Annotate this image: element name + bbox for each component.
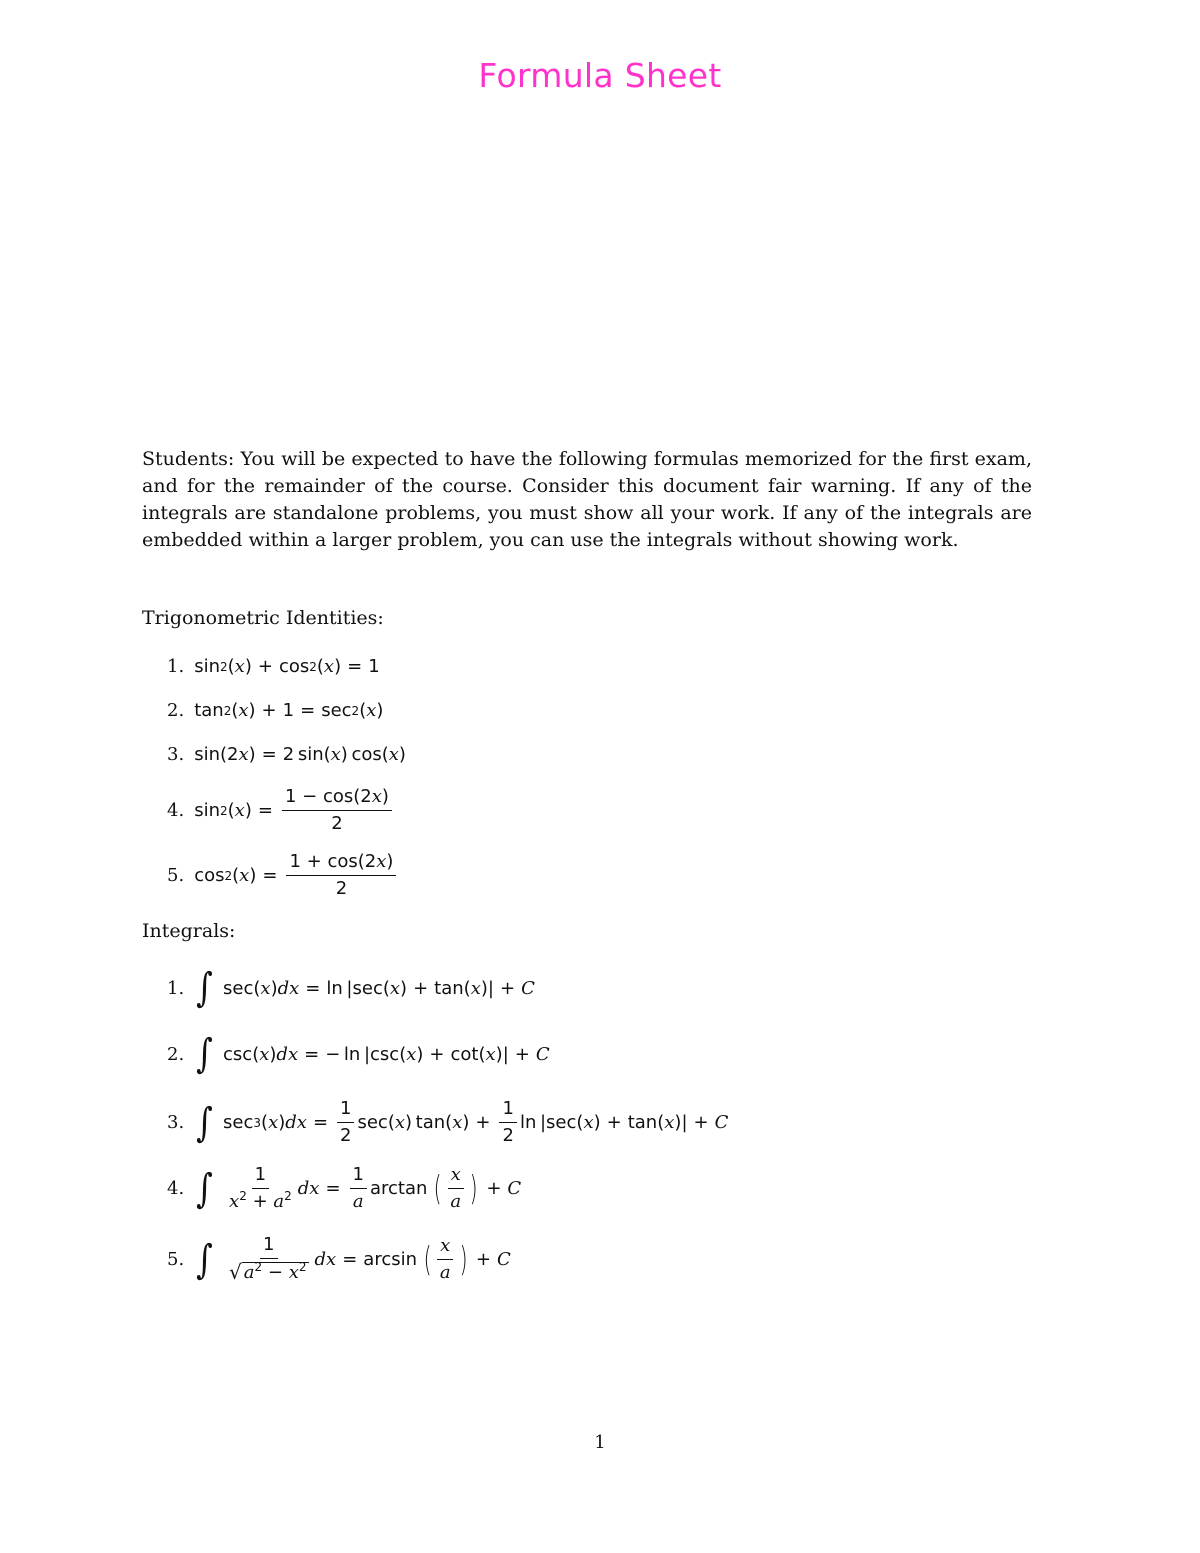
trig-identity-1: 1. sin 2 ( x ) + cos 2 ( x ) = 1 [167,656,380,677]
item-number: 2. [167,700,185,721]
fn-cos: cos [278,656,310,677]
page-title: Formula Sheet [478,56,722,95]
paren: ) [376,700,384,721]
var-x: x [388,744,399,765]
paren: ) [340,744,348,765]
integral-sign: ∫ [196,1236,213,1283]
paren: ( [316,656,324,677]
paren: ) [334,656,342,677]
intro-paragraph: Students: You will be expected to have the following formulas memorized for the first exam, and for the remainder of the course. Consider this document fair warning. If any of the integrals are standalone problems, you must show all your work. If any of the integrals are embedded within a larger problem, you can use the integrals without showing work. [142,448,1032,551]
fn-sin: sin [194,800,220,821]
fraction: $\frac{x}{a}$ [447,1164,464,1213]
op-plus: + [261,700,277,721]
item-number: 5. [167,1249,185,1270]
op-plus: + [257,656,273,677]
integral-sign: ∫ [196,1031,213,1077]
integral-2: 2. ∫ csc ( x ) dx = − ln | csc ( x ) + cot ( x ) | + C [167,1031,550,1077]
op-equals: = [257,800,273,821]
page-number: 1 [594,1432,606,1453]
var-x: x [238,700,249,721]
constant: 1 [282,700,295,721]
paren: ( [323,744,331,765]
paren: ) [248,744,256,765]
fraction: 1 √ $a^2 - x^2$ [229,1234,307,1284]
trig-identity-4: 4. sin 2 ( x ) = $\frac{1 - \cos(2x)}{2}$ [167,786,395,835]
item-number: 2. [167,1043,185,1065]
integral-3: 3. ∫ sec 3 ( x ) dx = $\frac{1}{2}$ sec ( x ) tan ( x ) + $\frac{1}{2}$ ln | sec ( x ) + tan ( x ) | + C [167,1098,729,1146]
paren: ) [244,656,252,677]
op-equals: = [347,656,363,677]
paren: ( [359,700,367,721]
var-x: x [234,656,245,677]
numerator: 1 − cos(2x) [282,786,392,811]
fn-sin: sin [297,744,324,765]
paren: ( [227,800,235,821]
fraction: $\frac{x}{a}$ [437,1235,454,1284]
integral-sign: ∫ [196,1165,213,1212]
integral-1: 1. ∫ sec ( x ) dx = ln | sec ( x ) + tan ( x ) | + C [167,965,535,1011]
numerator: 1 + cos(2x) [286,851,396,876]
var-x: x [366,700,377,721]
item-number: 4. [167,1178,185,1199]
paren: ( [381,744,389,765]
fraction: $\frac{1}{2}$ [337,1098,354,1147]
trig-heading: Trigonometric Identities: [142,607,384,629]
var-x: x [234,800,245,821]
fn-cos: cos [351,744,382,765]
constant: 2 [227,744,239,765]
var-x: x [239,865,250,886]
trig-identity-3 [167,744,406,765]
item-number: 1. [167,977,185,999]
square-root: √ $a^2 - x^2$ [229,1260,307,1284]
integral-5: 5. ∫ 1 √ $a^2 - x^2$ dx = arcsin ( $\frac{x}{a}$ ) + C [167,1234,511,1284]
fn-sec: sec [321,700,352,721]
paren: ( [232,865,240,886]
paren: ( [219,744,228,765]
fraction [286,851,396,900]
trig-identity-5: 5. cos 2 ( x ) = $\frac{1 + \cos(2x)}{2}$ [167,851,399,900]
paren: ) [248,700,256,721]
paren: ( [231,700,239,721]
op-equals: = [261,744,277,765]
var-x: x [323,656,335,677]
fn-sin: sin [194,744,220,765]
integral-4: 4. ∫ $\frac{1}{x^2 + a^2}$ dx = $\frac{1}{a}$ arctan ( $\frac{x}{a}$ ) + C [167,1164,522,1212]
integrals-heading: Integrals: [142,920,236,942]
op-equals: = [262,865,278,886]
var-x: x [238,744,249,765]
integral-sign: ∫ [196,1099,213,1146]
op-equals: = [300,700,316,721]
paren: ) [244,800,252,821]
constant: 2 [282,744,295,765]
item-number: 5. [167,865,185,886]
denominator: 2 [335,878,348,899]
fraction [282,786,392,835]
trig-identity-2: 2. tan 2 ( x ) + 1 = sec 2 ( x ) [167,700,384,721]
fn-cos: cos [194,865,225,886]
constant: 1 [368,656,380,677]
fraction: $\frac{1}{x^2 + a^2}$ [229,1164,292,1212]
denominator: 2 [331,813,343,834]
fn-sin: sin [194,656,220,677]
fn-tan: tan [194,700,224,721]
paren: ( [227,656,235,677]
item-number: 4. [167,800,185,821]
var-x: x [330,744,341,765]
fraction: $\frac{1}{2}$ [499,1098,516,1147]
item-number: 1. [167,656,185,677]
paren: ) [398,744,406,765]
item-number: 3. [167,1112,185,1133]
integral-sign: ∫ [196,965,213,1011]
paren: ) [249,865,257,886]
item-number: 3. [167,744,185,765]
fraction: $\frac{1}{a}$ [350,1164,367,1213]
